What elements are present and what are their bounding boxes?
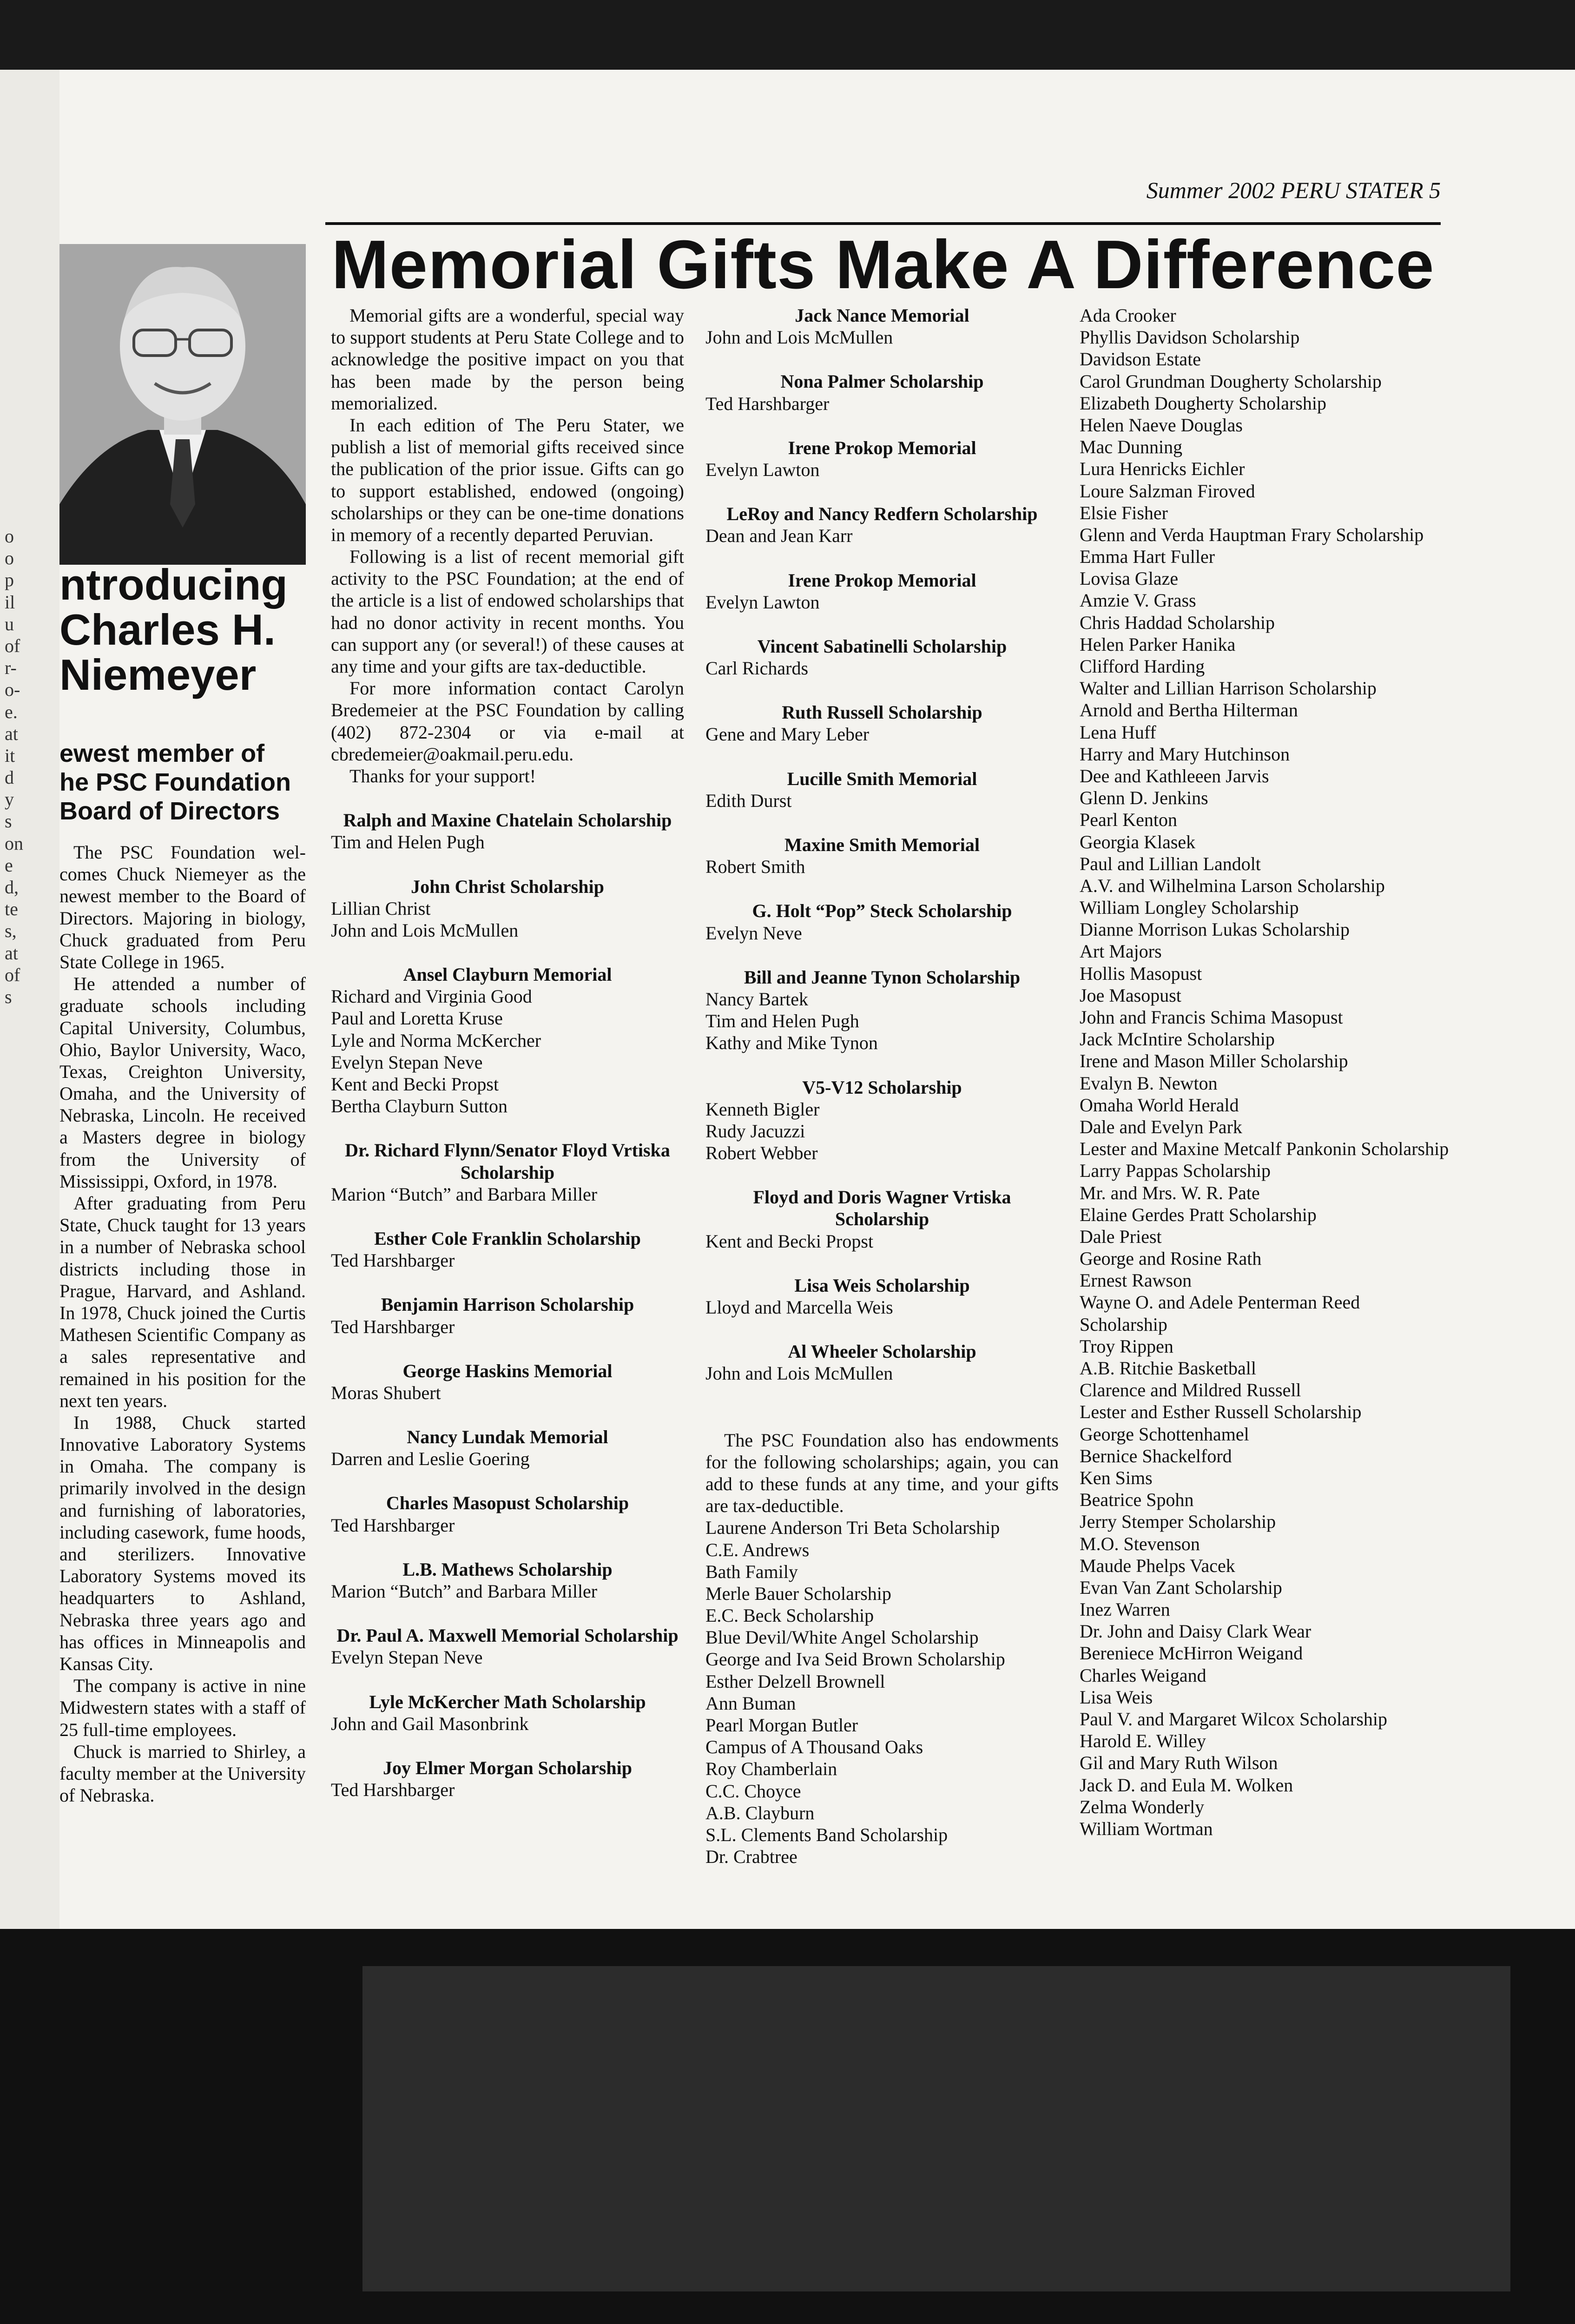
gift-donor: Evelyn Lawton [705, 591, 820, 613]
gift-entry [331, 1139, 684, 1205]
gift-title: Ralph and Maxine Chatelain Scholarship [343, 810, 672, 831]
endowment-item: Merle Bauer Scholarship [705, 1583, 891, 1604]
gift-title: Dr. Paul A. Maxwell Memorial Scholarship [336, 1625, 679, 1646]
endowment-item: Harold E. Willey [1080, 1730, 1206, 1752]
gift-title: Benjamin Harrison Scholarship [381, 1294, 634, 1315]
gift-donor: Kenneth Bigler [705, 1098, 820, 1120]
endowment-item: Ken Sims [1080, 1467, 1153, 1488]
scan-shadow [362, 1966, 1510, 2291]
endowment-item: Evan Van Zant Scholarship [1080, 1577, 1282, 1598]
endowment-note: The PSC Foundation also has endowments for the following scholarships; again, you can add to these funds at any time, and your gifts are tax-deductible. [705, 1429, 1059, 1517]
endowment-item: Clarence and Mildred Russell [1080, 1380, 1301, 1401]
margin-fragment: s [5, 811, 12, 832]
gift-donor: John and Lois McMullen [705, 1363, 893, 1384]
endowment-item: Dale and Evelyn Park [1080, 1116, 1242, 1137]
endowment-item: E.C. Beck Scholarship [705, 1605, 874, 1626]
endowment-item: Beatrice Spohn [1080, 1489, 1194, 1511]
endowment-item: Dianne Morrison Lukas Scholarship [1080, 919, 1350, 940]
endowment-item: Walter and Lillian Harrison Scholarship [1080, 678, 1377, 699]
endowment-item: Elaine Gerdes Pratt Scholarship [1080, 1204, 1317, 1225]
gift-entry [331, 809, 684, 853]
gift-title: V5-V12 Scholarship [802, 1076, 962, 1098]
intro-subheading-line: Board of Directors [59, 797, 280, 825]
gift-entry [705, 1076, 1059, 1164]
margin-fragment: d, [5, 877, 19, 898]
endowment-item: Amzie V. Grass [1080, 590, 1196, 611]
endowment-item: Zelma Wonderly [1080, 1796, 1205, 1817]
gift-donor: Ted Harshbarger [331, 1779, 455, 1801]
gift-donor: Robert Smith [705, 856, 805, 878]
endowment-item: Glenn D. Jenkins [1080, 787, 1208, 809]
endowment-item: Blue Devil/White Angel Scholarship [705, 1627, 979, 1648]
memorial-intro-paragraph: In each edition of The Peru Stater, we publish a list of memorial gifts received since the publication of the prior issue. Gifts can go to support established, endowed (ongoing) scholarships or they can be one-time donations in memory of a recently departed Peruvian. [331, 414, 684, 545]
running-head: Summer 2002 PERU STATER 5 [1146, 177, 1441, 203]
gift-donor: Ted Harshbarger [705, 393, 830, 414]
endowment-item: Wayne O. and Adele Penterman Reed Scholarship [1080, 1292, 1360, 1335]
endowment-item: Campus of A Thousand Oaks [705, 1736, 923, 1758]
endowment-item: A.V. and Wilhelmina Larson Scholarship [1080, 875, 1385, 896]
gift-donor: Edith Durst [705, 790, 792, 811]
endowment-item: Loure Salzman Firoved [1080, 480, 1255, 502]
gift-donor: John and Lois McMullen [331, 919, 519, 941]
memorial-intro-paragraph: Following is a list of recent memorial gift activity to the PSC Foundation; at the end of the article is a list of endowed scholarships that had no donor activity in recent months. You can support any (or several!) of these causes at any time and your gifts are tax-deductible. [331, 546, 684, 677]
margin-fragment: e. [5, 701, 18, 722]
endowment-item: Carol Grundman Dougherty Scholarship [1080, 370, 1382, 392]
gift-donor: Tim and Helen Pugh [331, 832, 485, 853]
portrait-illustration [59, 244, 306, 565]
endowment-item: Pearl Morgan Butler [705, 1715, 858, 1736]
endowment-item: Georgia Klasek [1080, 831, 1196, 852]
gift-title: Jack Nance Memorial [795, 305, 969, 326]
endowment-item: Lester and Esther Russell Scholarship [1080, 1401, 1362, 1423]
gift-donor: Ted Harshbarger [331, 1514, 455, 1536]
margin-fragment: s, [5, 920, 17, 942]
margin-fragment: il [5, 591, 15, 613]
endowment-item: William Wortman [1080, 1818, 1213, 1839]
gift-donor: Robert Webber [705, 1142, 818, 1164]
gift-title: Lyle McKercher Math Scholarship [369, 1691, 646, 1712]
gift-donor: Kathy and Mike Tynon [705, 1032, 878, 1054]
gift-donor: Richard and Virginia Good [331, 986, 532, 1007]
margin-fragment: o [5, 548, 14, 569]
gift-entry [331, 1360, 684, 1404]
margin-fragment: o- [5, 679, 20, 700]
endowment-item: Joe Masopust [1080, 984, 1181, 1006]
gift-entry [331, 1294, 684, 1337]
intro-subheadline [59, 739, 324, 825]
column-1 [331, 304, 684, 1823]
endowment-item: Bereniece McHirron Weigand [1080, 1643, 1303, 1664]
gift-title: John Christ Scholarship [411, 876, 604, 897]
endowment-item: Art Majors [1080, 941, 1162, 962]
margin-fragment: at [5, 723, 18, 744]
gift-entry [331, 1691, 684, 1735]
endowment-item: Jack McIntire Scholarship [1080, 1029, 1275, 1050]
gift-donor: Lloyd and Marcella Weis [705, 1297, 893, 1318]
endowment-item: Lester and Maxine Metcalf Pankonin Scholarship [1080, 1138, 1449, 1160]
gift-entry [705, 1274, 1059, 1318]
intro-heading-line: Niemeyer [59, 650, 257, 699]
endowment-item: Mr. and Mrs. W. R. Pate [1080, 1182, 1260, 1203]
endowment-item: Clifford Harding [1080, 656, 1205, 677]
endowment-item: Glenn and Verda Hauptman Frary Scholarship [1080, 524, 1424, 545]
gift-donor: John and Gail Masonbrink [331, 1713, 529, 1734]
gift-title: Joy Elmer Morgan Scholarship [383, 1757, 632, 1778]
endowment-item: Helen Naeve Douglas [1080, 414, 1243, 436]
endowment-item: Gil and Mary Ruth Wilson [1080, 1752, 1278, 1774]
endowment-item: Evalyn B. Newton [1080, 1072, 1218, 1094]
memorial-intro-paragraph: Memorial gifts are a wonderful, special way to support students at Peru State College and to acknowledge the positive impact on you that has been made by the person being memorialized. [331, 305, 684, 414]
gift-donor: Bertha Clayburn Sutton [331, 1096, 507, 1117]
gift-donor: Carl Richards [705, 658, 809, 679]
gift-title: Lucille Smith Memorial [787, 768, 977, 789]
endowment-list-1 [705, 1517, 1059, 1868]
endowment-item: John and Francis Schima Masopust [1080, 1007, 1343, 1028]
endowment-item: Elizabeth Dougherty Scholarship [1080, 392, 1326, 414]
endowment-item: Lovisa Glaze [1080, 568, 1179, 589]
gift-entry [705, 635, 1059, 679]
gift-entry [705, 1340, 1059, 1384]
margin-fragment: of [5, 964, 20, 985]
endowment-item: Bernice Shackelford [1080, 1445, 1232, 1466]
endowment-item: Helen Parker Hanika [1080, 634, 1236, 655]
gift-donor: Marion “Butch” and Barbara Miller [331, 1581, 598, 1602]
margin-fragment: on [5, 832, 23, 854]
endowment-item: Lena Huff [1080, 721, 1156, 743]
memorial-gift-list-1 [331, 809, 684, 1801]
gift-entry [705, 503, 1059, 547]
gift-entry [331, 1558, 684, 1602]
endowment-item: Pearl Kenton [1080, 809, 1177, 831]
endowment-item: Roy Chamberlain [705, 1758, 837, 1780]
endowment-item: Irene and Mason Miller Scholarship [1080, 1050, 1348, 1072]
endowment-item: Dr. Crabtree [705, 1846, 797, 1868]
gift-donor: Ted Harshbarger [331, 1250, 455, 1271]
margin-fragment: at [5, 942, 18, 964]
gift-donor: Evelyn Neve [705, 922, 802, 944]
margin-fragment: p [5, 569, 14, 591]
gift-donor: John and Lois McMullen [705, 327, 893, 348]
endowment-item: Dale Priest [1080, 1226, 1162, 1247]
endowment-item: C.E. Andrews [705, 1539, 810, 1560]
gift-donor: Gene and Mary Leber [705, 724, 870, 745]
gift-entry [331, 1228, 684, 1271]
gift-title: Charles Masopust Scholarship [386, 1492, 629, 1514]
endowment-item: William Longley Scholarship [1080, 897, 1299, 918]
gift-donor: Lillian Christ [331, 898, 431, 919]
gift-entry [331, 1426, 684, 1470]
gift-title: Ansel Clayburn Memorial [403, 964, 612, 985]
gift-title: Bill and Jeanne Tynon Scholarship [744, 966, 1021, 988]
intro-subheading-line: he PSC Foundation [59, 768, 291, 797]
gift-title: Esther Cole Franklin Scholarship [374, 1228, 641, 1249]
endowment-item: S.L. Clements Band Scholarship [705, 1824, 948, 1845]
intro-headline [59, 562, 324, 697]
gift-title: Dr. Richard Flynn/Senator Floyd Vrtiska Scholarship [345, 1140, 670, 1183]
gift-donor: Kent and Becki Propst [705, 1230, 874, 1252]
gift-title: Nancy Lundak Memorial [407, 1426, 608, 1448]
endowment-item: Lura Henricks Eichler [1080, 458, 1245, 480]
endowment-item: Chris Haddad Scholarship [1080, 612, 1275, 633]
intro-paragraph: He attended a number of graduate schools including Capital University, Columbus, Ohio, Baylor University, Waco, Texas, Creighton University, Omaha, and the University of Nebraska, Lincoln. He received a Masters degree in biology from the University of Mississippi, Oxford, in 1978. [59, 973, 306, 1192]
gift-donor: Dean and Jean Karr [705, 525, 853, 547]
gift-donor: Evelyn Stepan Neve [331, 1647, 483, 1668]
gift-title: Irene Prokop Memorial [788, 437, 976, 458]
gift-donor: Lyle and Norma McKercher [331, 1030, 541, 1051]
scan-bottom-border [0, 1929, 1575, 2324]
endowment-item: George and Rosine Rath [1080, 1248, 1262, 1269]
portrait-photo [59, 244, 306, 565]
gift-donor: Paul and Loretta Kruse [331, 1008, 503, 1029]
endowment-item: Emma Hart Fuller [1080, 546, 1215, 568]
intro-paragraph: After graduating from Peru State, Chuck taught for 13 years in a number of Nebraska school districts including those in Prague, Harvard, and Ashland. In 1978, Chuck joined the Curtis Mathesen Scientific Company as a sales representative and remained in his position for the next ten years. [59, 1193, 306, 1411]
margin-fragment: te [5, 898, 18, 920]
endowment-item: Bath Family [705, 1561, 798, 1582]
margin-fragment: r- [5, 657, 17, 679]
gift-entry [331, 964, 684, 1117]
memorial-intro-paragraph: Thanks for your support! [349, 765, 536, 786]
header-rule [325, 222, 1441, 225]
gift-title: Lisa Weis Scholarship [794, 1274, 970, 1296]
gift-entry [331, 1624, 684, 1668]
intro-heading-line: Charles H. [59, 605, 276, 654]
margin-fragment: it [5, 745, 15, 766]
gift-donor: Nancy Bartek [705, 988, 809, 1010]
intro-subheading-line: ewest member of [59, 739, 265, 767]
gift-title: Maxine Smith Memorial [784, 834, 980, 855]
gift-entry [705, 569, 1059, 613]
column-3 [1080, 304, 1451, 1840]
endowment-item: Hollis Masopust [1080, 963, 1202, 984]
endowment-item: C.C. Choyce [705, 1780, 801, 1802]
endowment-item: Phyllis Davidson Scholarship [1080, 327, 1300, 348]
margin-fragment: of [5, 635, 20, 656]
margin-fragment: o [5, 526, 14, 547]
endowment-item: A.B. Ritchie Basketball [1080, 1358, 1256, 1379]
gift-entry [331, 876, 684, 942]
gift-donor: Marion “Butch” and Barbara Miller [331, 1183, 598, 1205]
endowment-item: Ann Buman [705, 1692, 796, 1714]
page-headline: Memorial Gifts Make A Difference [331, 226, 1435, 303]
gift-entry [331, 1492, 684, 1536]
gift-title: Floyd and Doris Wagner Vrtiska Scholarship [753, 1187, 1011, 1230]
gift-entry [331, 1757, 684, 1801]
margin-fragment: s [5, 986, 12, 1007]
endowment-item: George Schottenhamel [1080, 1423, 1249, 1445]
endowment-item: A.B. Clayburn [705, 1802, 815, 1823]
gift-entry [705, 768, 1059, 812]
margin-fragment: e [5, 854, 13, 876]
endowment-item: Lisa Weis [1080, 1686, 1153, 1708]
endowment-item: Esther Delzell Brownell [705, 1670, 885, 1692]
gift-donor: Tim and Helen Pugh [705, 1010, 859, 1032]
endowment-item: Paul V. and Margaret Wilcox Scholarship [1080, 1709, 1388, 1730]
column-2 [705, 304, 1059, 1868]
gift-entry [705, 966, 1059, 1054]
endowment-item: Mac Dunning [1080, 436, 1183, 458]
gift-entry [705, 900, 1059, 944]
endowment-item: Inez Warren [1080, 1599, 1170, 1620]
endowment-item: Elsie Fisher [1080, 502, 1168, 523]
intro-paragraph: In 1988, Chuck started Innovative Laboratory Systems in Omaha. The company is primarily involved in the design and furnishing of laboratories, including casework, fume hoods, and sterilizers. Innovative Laboratory Systems moved its headquarters to Ashland, Nebraska three years ago and has offices in Minneapolis and Kansas City. [59, 1412, 306, 1674]
intro-heading-line: ntroducing [59, 560, 288, 609]
gift-title: Irene Prokop Memorial [788, 569, 976, 591]
scan-top-border [0, 0, 1575, 70]
gift-title: G. Holt “Pop” Steck Scholarship [752, 900, 1012, 922]
endowment-item: Harry and Mary Hutchinson [1080, 743, 1290, 765]
gift-title: Vincent Sabatinelli Scholarship [757, 635, 1007, 657]
gift-title: Ruth Russell Scholarship [782, 702, 982, 723]
endowment-item: Arnold and Bertha Hilterman [1080, 700, 1298, 721]
memorial-gift-list-2 [705, 304, 1059, 1385]
gift-entry [705, 304, 1059, 348]
endowment-item: Dee and Kathleeen Jarvis [1080, 765, 1269, 786]
endowment-item: Paul and Lillian Landolt [1080, 853, 1261, 874]
gift-donor: Kent and Becki Propst [331, 1074, 499, 1095]
previous-page-text-fragments [5, 525, 56, 1008]
gift-title: Nona Palmer Scholarship [780, 371, 984, 392]
endowment-item: Jerry Stemper Scholarship [1080, 1511, 1276, 1532]
gift-donor: Evelyn Lawton [705, 459, 820, 480]
gift-donor: Ted Harshbarger [331, 1316, 455, 1337]
endowment-item: Maude Phelps Vacek [1080, 1555, 1235, 1576]
endowment-item: George and Iva Seid Brown Scholarship [705, 1649, 1005, 1670]
intro-paragraph: The company is active in nine Midwestern states with a staff of 25 full-time employees. [59, 1675, 306, 1740]
gift-entry [705, 834, 1059, 878]
gift-title: LeRoy and Nancy Redfern Scholarship [726, 503, 1038, 525]
endowment-item: Jack D. and Eula M. Wolken [1080, 1774, 1293, 1796]
gift-entry [705, 437, 1059, 481]
gift-donor: Rudy Jacuzzi [705, 1120, 805, 1142]
endowment-item: M.O. Stevenson [1080, 1533, 1200, 1554]
gift-entry [705, 370, 1059, 414]
intro-article-body [59, 841, 306, 1806]
gift-donor: Darren and Leslie Goering [331, 1448, 530, 1470]
gift-title: Al Wheeler Scholarship [788, 1341, 976, 1362]
endowment-list-2 [1080, 304, 1451, 1840]
endowment-item: Charles Weigand [1080, 1664, 1206, 1686]
endowment-item: Ada Crooker [1080, 305, 1176, 326]
endowment-item: Larry Pappas Scholarship [1080, 1160, 1271, 1182]
endowment-item: Troy Rippen [1080, 1335, 1173, 1357]
endowment-item: Omaha World Herald [1080, 1094, 1239, 1116]
margin-fragment: d [5, 767, 14, 788]
gift-title: L.B. Mathews Scholarship [402, 1558, 613, 1580]
endowment-item: Ernest Rawson [1080, 1270, 1192, 1291]
gift-entry [705, 1186, 1059, 1252]
endowment-item: Dr. John and Daisy Clark Wear [1080, 1621, 1311, 1642]
gift-entry [705, 701, 1059, 745]
memorial-intro-paragraph: For more information contact Carolyn Bredemeier at the PSC Foundation by calling (402) 872-2304 or via e-mail at cbredemeier@oakmail.peru.edu. [331, 678, 684, 765]
gift-donor: Evelyn Stepan Neve [331, 1051, 483, 1073]
endowment-item: Laurene Anderson Tri Beta Scholarship [705, 1517, 1000, 1538]
intro-paragraph: The PSC Foundation wel-comes Chuck Niemeyer as the newest member to the Board of Directors. Majoring in biology, Chuck graduated from Peru State College in 1965. [59, 842, 306, 972]
memorial-intro-text [331, 304, 684, 787]
gift-donor: Moras Shubert [331, 1382, 441, 1403]
gift-title: George Haskins Memorial [402, 1360, 613, 1381]
endowment-item: Davidson Estate [1080, 349, 1201, 370]
margin-fragment: y [5, 789, 14, 810]
intro-paragraph: Chuck is married to Shirley, a faculty member at the University of Nebraska. [59, 1741, 306, 1806]
margin-fragment: u [5, 613, 14, 634]
